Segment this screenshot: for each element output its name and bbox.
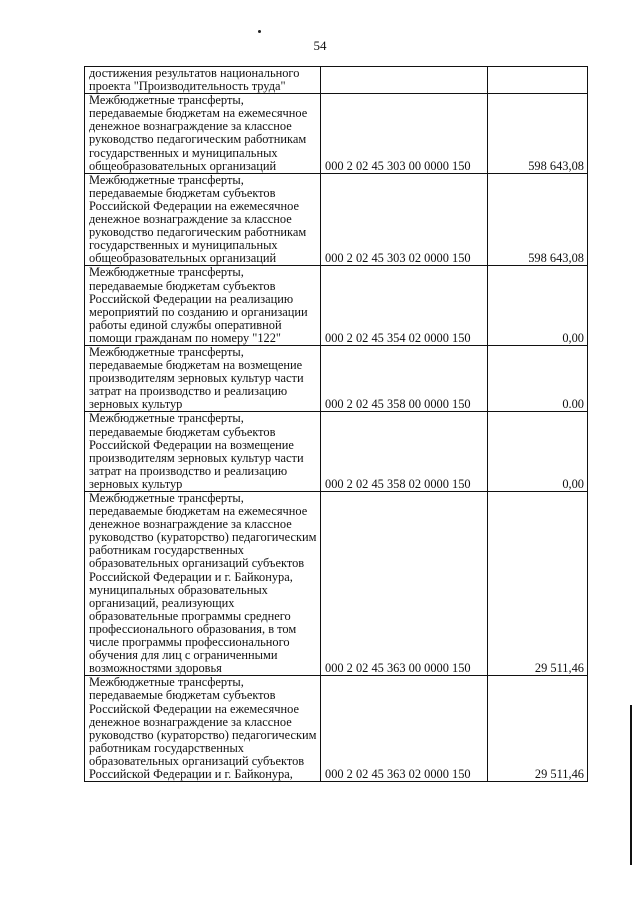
table-row (85, 67, 588, 94)
row-amount: 0,00 (488, 266, 588, 346)
row-description: Межбюджетные трансферты, передаваемые бюджетам на возмещение производителям зерновых культур части затрат на производство и реализацию зерновых культур (85, 345, 321, 411)
row-amount: 598 643,08 (488, 173, 588, 266)
row-code: 000 2 02 45 363 00 0000 150 (321, 492, 488, 676)
table-row (85, 94, 588, 174)
row-description: Межбюджетные трансферты, передаваемые бюджетам субъектов Российской Федерации на ежемесячное денежное вознаграждение за классное руководство педагогическим работникам государственных и муниципальных общеобразовательных организаций (85, 173, 321, 266)
row-description: Межбюджетные трансферты, передаваемые бюджетам субъектов Российской Федерации на возмещение производителям зерновых культур части затрат на производство и реализацию зерновых культур (85, 412, 321, 492)
table-row (85, 492, 588, 676)
row-code: 000 2 02 45 303 00 0000 150 (321, 94, 488, 174)
row-description: достижения результатов национального проекта "Производительность труда" (85, 67, 321, 94)
row-code (321, 67, 488, 94)
row-description: Межбюджетные трансферты, передаваемые бюджетам на ежемесячное денежное вознаграждение за классное руководство педагогическим работникам государственных и муниципальных общеобразовательных организаций (85, 94, 321, 174)
row-amount: 0.00 (488, 345, 588, 411)
row-amount: 29 511,46 (488, 676, 588, 782)
budget-revenue-table (84, 66, 588, 782)
row-code: 000 2 02 45 358 00 0000 150 (321, 345, 488, 411)
page-number: 54 (313, 38, 327, 53)
row-amount: 29 511,46 (488, 492, 588, 676)
table-row (85, 676, 588, 782)
row-amount: 598 643,08 (488, 94, 588, 174)
row-code: 000 2 02 45 363 02 0000 150 (321, 676, 488, 782)
row-amount: 0,00 (488, 412, 588, 492)
row-description: Межбюджетные трансферты, передаваемые бюджетам субъектов Российской Федерации на реализацию мероприятий по созданию и организации работы единой службы оперативной помощи гражданам по номеру "122" (85, 266, 321, 346)
row-amount (488, 67, 588, 94)
stray-dot (258, 30, 261, 33)
row-description: Межбюджетные трансферты, передаваемые бюджетам субъектов Российской Федерации на ежемесячное денежное вознаграждение за классное руководство (кураторство) педагогическим работникам государственных образовательных организаций субъектов Российской Федерации и г. Байконура, (85, 676, 321, 782)
table-row (85, 266, 588, 346)
margin-line (630, 705, 632, 865)
row-description: Межбюджетные трансферты, передаваемые бюджетам на ежемесячное денежное вознаграждение за классное руководство (кураторство) педагогическим работникам государственных образовательных организаций субъектов Российской Федерации и г. Байконура, муниципальных образовательных организаций, реализующих образовательные программы среднего профессионального образования, в том числе программы профессионального обучения для лиц с ограниченными возможностями здоровья (85, 492, 321, 676)
row-code: 000 2 02 45 303 02 0000 150 (321, 173, 488, 266)
table-row (85, 173, 588, 266)
table-row (85, 345, 588, 411)
row-code: 000 2 02 45 358 02 0000 150 (321, 412, 488, 492)
table-row (85, 412, 588, 492)
row-code: 000 2 02 45 354 02 0000 150 (321, 266, 488, 346)
